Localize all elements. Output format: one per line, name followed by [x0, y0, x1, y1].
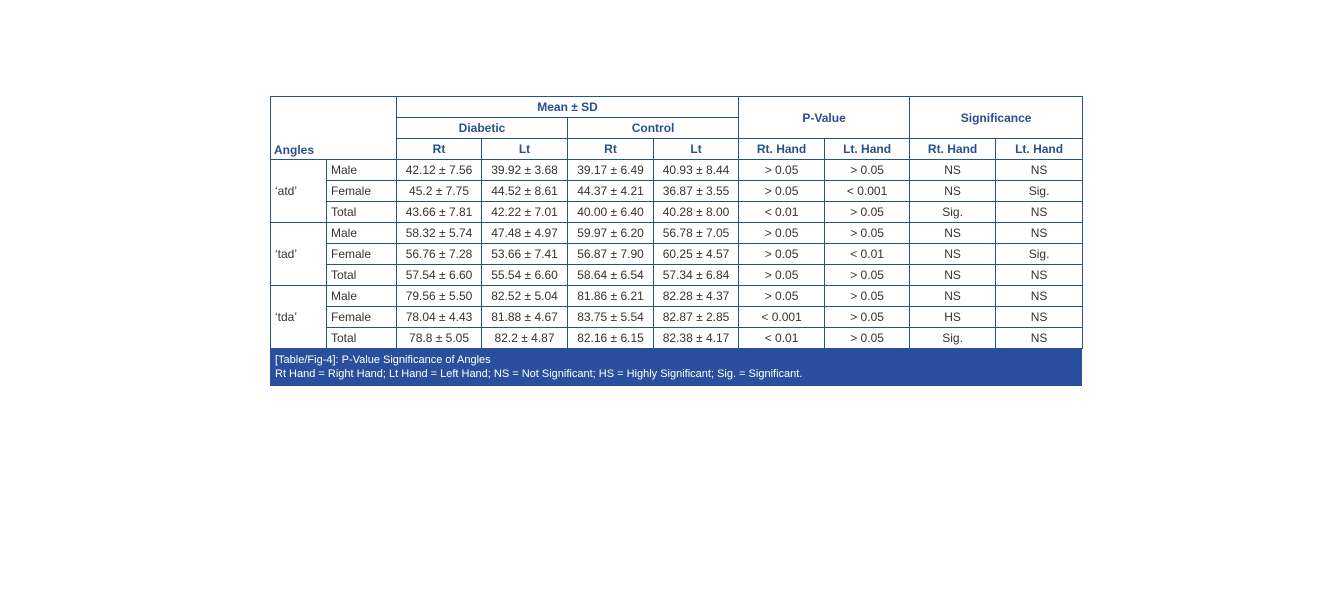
diabetic-rt-cell: 45.2 ± 7.75: [397, 181, 482, 202]
control-rt-cell: 40.00 ± 6.40: [568, 202, 654, 223]
p-lt-cell: > 0.05: [825, 265, 910, 286]
table-row: [271, 307, 1083, 328]
control-lt-cell: 40.93 ± 8.44: [654, 160, 739, 181]
p-lt-cell: > 0.05: [825, 223, 910, 244]
control-lt-cell: 82.28 ± 4.37: [654, 286, 739, 307]
diabetic-lt-cell: 82.52 ± 5.04: [482, 286, 568, 307]
significance-header: Significance: [910, 97, 1083, 139]
mean-sd-header: Mean ± SD: [397, 97, 739, 118]
p-lt-cell: > 0.05: [825, 307, 910, 328]
diabetic-lt-cell: 42.22 ± 7.01: [482, 202, 568, 223]
diabetic-rt-cell: 79.56 ± 5.50: [397, 286, 482, 307]
p-rt-cell: < 0.01: [739, 202, 825, 223]
control-lt-cell: 40.28 ± 8.00: [654, 202, 739, 223]
sex-cell: Female: [327, 244, 397, 265]
control-rt-header: Rt: [568, 139, 654, 160]
control-rt-cell: 56.87 ± 7.90: [568, 244, 654, 265]
sig-rt-cell: HS: [910, 307, 996, 328]
diabetic-lt-cell: 39.92 ± 3.68: [482, 160, 568, 181]
diabetic-rt-cell: 78.04 ± 4.43: [397, 307, 482, 328]
sig-rt-cell: Sig.: [910, 202, 996, 223]
p-rt-cell: > 0.05: [739, 244, 825, 265]
table-body: [271, 160, 1083, 349]
p-lt-cell: < 0.01: [825, 244, 910, 265]
diabetic-lt-cell: 44.52 ± 8.61: [482, 181, 568, 202]
control-lt-cell: 56.78 ± 7.05: [654, 223, 739, 244]
control-rt-cell: 58.64 ± 6.54: [568, 265, 654, 286]
sex-cell: Female: [327, 307, 397, 328]
control-lt-cell: 60.25 ± 4.57: [654, 244, 739, 265]
angles-table: [270, 96, 1083, 349]
control-lt-cell: 82.87 ± 2.85: [654, 307, 739, 328]
sig-rt-cell: NS: [910, 265, 996, 286]
group-label: ‘tda’: [271, 286, 327, 349]
group-label: ‘atd’: [271, 160, 327, 223]
p-rt-cell: < 0.01: [739, 328, 825, 349]
caption-title: [Table/Fig-4]: P-Value Significance of Angles: [275, 354, 491, 366]
p-rt-cell: > 0.05: [739, 181, 825, 202]
control-lt-header: Lt: [654, 139, 739, 160]
control-lt-cell: 36.87 ± 3.55: [654, 181, 739, 202]
p-lt-cell: > 0.05: [825, 202, 910, 223]
table-caption: [270, 349, 1082, 386]
p-rt-cell: > 0.05: [739, 223, 825, 244]
p-rt-cell: > 0.05: [739, 265, 825, 286]
angles-header: Angles: [271, 97, 397, 160]
table-row: [271, 181, 1083, 202]
sig-lt-cell: NS: [996, 286, 1083, 307]
sex-cell: Male: [327, 160, 397, 181]
table-header: [271, 97, 1083, 160]
p-rt-cell: > 0.05: [739, 160, 825, 181]
p-rt-hand-header: Rt. Hand: [739, 139, 825, 160]
table-row: [271, 244, 1083, 265]
p-value-header: P-Value: [739, 97, 910, 139]
sig-rt-cell: NS: [910, 286, 996, 307]
control-rt-cell: 59.97 ± 6.20: [568, 223, 654, 244]
sig-rt-cell: NS: [910, 181, 996, 202]
diabetic-rt-header: Rt: [397, 139, 482, 160]
diabetic-header: Diabetic: [397, 118, 568, 139]
sig-lt-cell: NS: [996, 202, 1083, 223]
diabetic-rt-cell: 42.12 ± 7.56: [397, 160, 482, 181]
p-rt-cell: > 0.05: [739, 286, 825, 307]
diabetic-rt-cell: 56.76 ± 7.28: [397, 244, 482, 265]
caption-note: Rt Hand = Right Hand; Lt Hand = Left Hand; NS = Not Significant; HS = Highly Significant; Sig. = Significant.: [275, 368, 803, 380]
sex-cell: Male: [327, 223, 397, 244]
sig-lt-cell: NS: [996, 307, 1083, 328]
table-row: [271, 265, 1083, 286]
sig-rt-cell: NS: [910, 160, 996, 181]
p-lt-cell: > 0.05: [825, 286, 910, 307]
control-rt-cell: 44.37 ± 4.21: [568, 181, 654, 202]
p-lt-cell: < 0.001: [825, 181, 910, 202]
sig-rt-cell: NS: [910, 223, 996, 244]
p-lt-hand-header: Lt. Hand: [825, 139, 910, 160]
results-table-figure: [270, 96, 1082, 386]
sig-lt-cell: NS: [996, 223, 1083, 244]
diabetic-lt-cell: 82.2 ± 4.87: [482, 328, 568, 349]
sig-lt-cell: NS: [996, 160, 1083, 181]
control-rt-cell: 82.16 ± 6.15: [568, 328, 654, 349]
control-header: Control: [568, 118, 739, 139]
diabetic-lt-cell: 55.54 ± 6.60: [482, 265, 568, 286]
table-row: [271, 223, 1083, 244]
diabetic-rt-cell: 43.66 ± 7.81: [397, 202, 482, 223]
sex-cell: Total: [327, 202, 397, 223]
table-row: [271, 160, 1083, 181]
diabetic-lt-header: Lt: [482, 139, 568, 160]
sig-lt-cell: NS: [996, 328, 1083, 349]
control-lt-cell: 82.38 ± 4.17: [654, 328, 739, 349]
control-rt-cell: 39.17 ± 6.49: [568, 160, 654, 181]
sig-rt-cell: NS: [910, 244, 996, 265]
sig-lt-hand-header: Lt. Hand: [996, 139, 1083, 160]
table-row: [271, 286, 1083, 307]
control-lt-cell: 57.34 ± 6.84: [654, 265, 739, 286]
diabetic-lt-cell: 53.66 ± 7.41: [482, 244, 568, 265]
control-rt-cell: 81.86 ± 6.21: [568, 286, 654, 307]
sig-lt-cell: Sig.: [996, 181, 1083, 202]
sex-cell: Male: [327, 286, 397, 307]
sex-cell: Total: [327, 265, 397, 286]
table-row: [271, 202, 1083, 223]
control-rt-cell: 83.75 ± 5.54: [568, 307, 654, 328]
p-rt-cell: < 0.001: [739, 307, 825, 328]
diabetic-rt-cell: 58.32 ± 5.74: [397, 223, 482, 244]
p-lt-cell: > 0.05: [825, 328, 910, 349]
sex-cell: Total: [327, 328, 397, 349]
diabetic-rt-cell: 57.54 ± 6.60: [397, 265, 482, 286]
diabetic-lt-cell: 47.48 ± 4.97: [482, 223, 568, 244]
table-row: [271, 328, 1083, 349]
diabetic-lt-cell: 81.88 ± 4.67: [482, 307, 568, 328]
sig-lt-cell: Sig.: [996, 244, 1083, 265]
sex-cell: Female: [327, 181, 397, 202]
sig-rt-hand-header: Rt. Hand: [910, 139, 996, 160]
sig-rt-cell: Sig.: [910, 328, 996, 349]
diabetic-rt-cell: 78.8 ± 5.05: [397, 328, 482, 349]
group-label: ‘tad’: [271, 223, 327, 286]
sig-lt-cell: NS: [996, 265, 1083, 286]
p-lt-cell: > 0.05: [825, 160, 910, 181]
